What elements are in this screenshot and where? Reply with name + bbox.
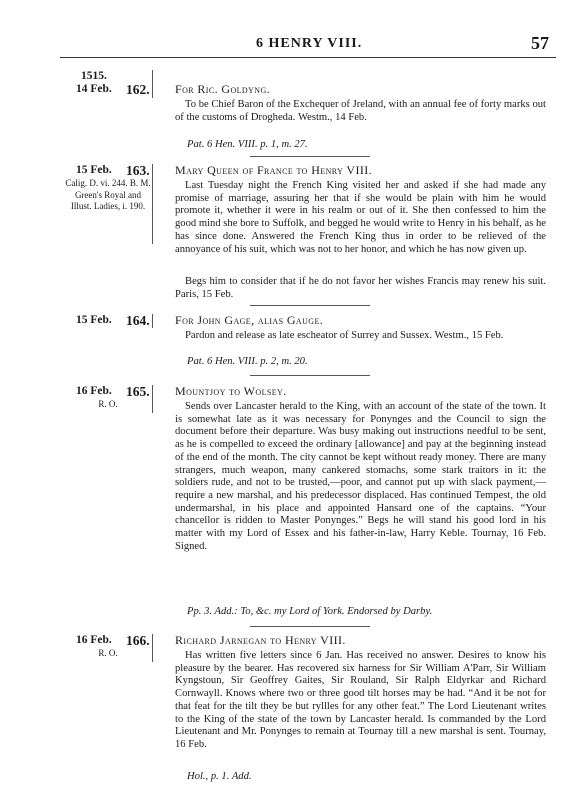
entry-title: For Ric. Goldyng.: [175, 82, 271, 96]
margin-rule: [152, 385, 153, 413]
entry-title: Mary Queen of France to Henry VIII.: [175, 163, 373, 177]
entry-separator: [250, 305, 370, 306]
margin-rule: [152, 314, 153, 328]
entry-source: Calig. D. vi. 244. B. M. Green's Royal and Illust. Ladies, i. 190.: [65, 178, 151, 211]
entry-source: R. O.: [98, 648, 118, 658]
entry-date: 14 Feb.: [76, 83, 112, 95]
running-title: 6 HENRY VIII.: [256, 36, 363, 51]
entry-separator: [250, 156, 370, 157]
entry-paragraph: Pardon and release as late escheator of Surrey and Sussex. Westm., 15 Feb.: [185, 330, 504, 341]
entry-paragraph: Sends over Lancaster herald to the King, with an account of the state of the town. It is somewhat late as it was necessary for Ponynges and the Council to sign the document before their departure. Was busy making out instructions needful to be sent, as he is compelled to exceed the ordinary [allowance] and pay at the beginning instead of the end of the month. The city cannot be kept without ready money. There are many strangers, much weapon, many cankered stomachs, some stark traitors in it: the soldiers rude, and not to be trusted,—poor, and cannot put up with slack payment,—require a new marshal, and his predecessor displaced. Has continued Tempest, the old undermarshal, in his place and appointed Hansard one of the captains. “Your chancellor is ridden to Master Ponynges.” Begs he will stand his good lord in his matter with my Lord of Essex and his father-in-law, Harry Keble. Tournay, 16 Feb. Signed.: [175, 401, 546, 552]
entry-paragraph: To be Chief Baron of the Exchequer of Jreland, with an annual fee of forty marks out of the customs of Droghedа. Westm., 14 Feb.: [175, 99, 546, 123]
header-rule: [60, 57, 556, 58]
entry-date: 16 Feb.: [76, 634, 112, 646]
entry-paragraph: Has written five letters since 6 Jan. Has received no answer. Desires to know his pleasure by the bearer. Has recovered six harness for Sir William A'Parr, Sir William Kyngstoun, Sir Geoffrey Gaites, Sir Rouland, Sir Ralph Eldyrkar and Richard Cornwayll. Knows where two or three good tilt horses may be had. “And it be not for that feat for the tilt they be but ryllles for any other feat.” The Lord Lieutenant writes to the King of the state of the town by Lancaster herald. Is commanded by the Lord Lieutenant and Mr. Ponynges to remain at Tournay till a new marshal is sent. Tournay, 16 Feb.: [175, 650, 546, 750]
entry-source: R. O.: [98, 399, 118, 409]
entry-title: Richard Jarnegan to Henry VIII.: [175, 633, 346, 647]
entry-separator: [250, 626, 370, 627]
entry-date: 15 Feb.: [76, 314, 112, 326]
entry-number: 162.: [126, 82, 150, 97]
entry-reference: Pat. 6 Hen. VIII. p. 2, m. 20.: [187, 356, 308, 367]
entry-separator: [250, 375, 370, 376]
entry-year: 1515.: [81, 70, 107, 82]
entry-number: 164.: [126, 313, 150, 328]
page-header: [0, 33, 567, 53]
entry-paragraph: Last Tuesday night the French King visited her and asked if she had made any promise of marriage, assuring her that if she would be plain with him he would promote it, whether it were in his realm or out of it. She then confessed to him the good mind she bore to Suffolk, and begged he would write to Henry in his behalf, as he has since done. Answered the French King thus in order to be relieved of the annoyance of his suit, which was not to her honor, and which he has now given up.: [175, 180, 546, 255]
entry-title: Mountjoy to Wolsey.: [175, 384, 287, 398]
entry-reference: Hol., p. 1. Add.: [187, 771, 252, 782]
margin-rule: [152, 634, 153, 662]
entry-paragraph: Begs him to consider that if he do not favor her wishes Francis may renew his suit. Paris, 15 Feb.: [175, 276, 546, 300]
entry-reference: Pat. 6 Hen. VIII. p. 1, m. 27.: [187, 139, 308, 150]
margin-rule: [152, 164, 153, 244]
page-number: 57: [531, 33, 549, 53]
entry-number: 163.: [126, 163, 150, 178]
entry-number: 166.: [126, 633, 150, 648]
entry-number: 165.: [126, 384, 150, 399]
margin-rule: [152, 70, 153, 98]
entry-date: 15 Feb.: [76, 164, 112, 176]
entry-date: 16 Feb.: [76, 385, 112, 397]
entry-title: For John Gage, alias Gauge.: [175, 313, 324, 327]
entry-reference: Pp. 3. Add.: To, &c. my Lord of York. Endorsed by Darby.: [187, 606, 433, 617]
